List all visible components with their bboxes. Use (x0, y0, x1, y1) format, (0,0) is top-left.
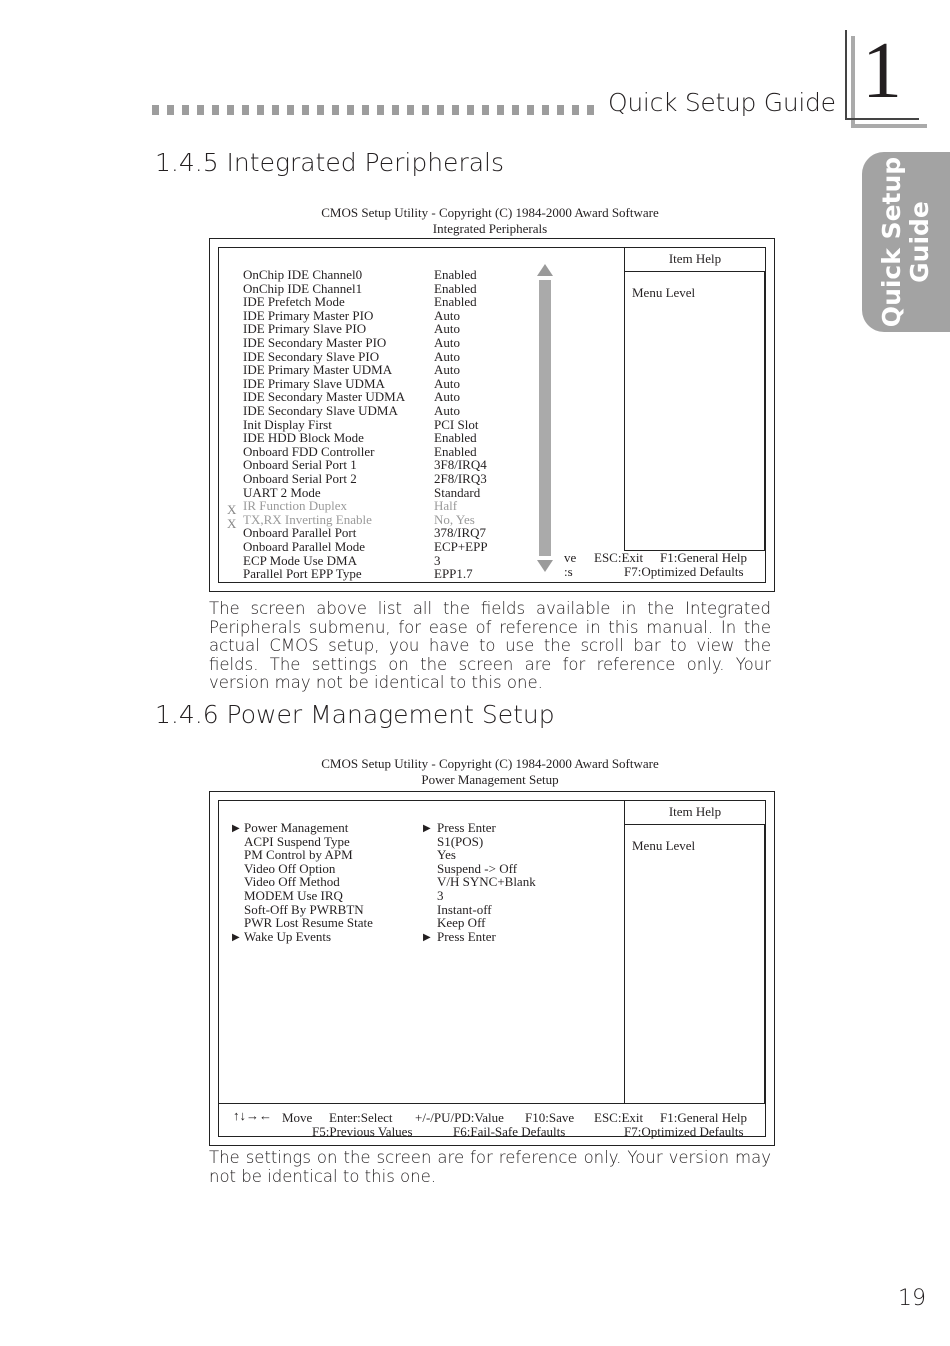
section-title-power-management: 1.4.6 Power Management Setup (155, 700, 555, 729)
power-setting-label[interactable]: PM Control by APM (244, 847, 353, 863)
setting-value[interactable]: Enabled (434, 443, 477, 459)
setting-label[interactable]: TX,RX Inverting Enable (243, 511, 372, 527)
submenu-arrow-icon: ▶ (423, 931, 431, 943)
setting-value[interactable]: 378/IRQ7 (434, 525, 486, 541)
power-setting-value[interactable]: Press Enter (437, 820, 496, 835)
section2-paragraph: The settings on the screen are for reference only. Your version may not be identical to this one. (209, 1148, 771, 1186)
setting-label[interactable]: IDE Primary Slave UDMA (243, 375, 385, 391)
disabled-x-marker: X (227, 502, 237, 518)
submenu-arrow-icon: ▶ (232, 823, 240, 834)
setting-value[interactable]: Half (434, 498, 458, 514)
bios-inner-frame-2 (218, 800, 766, 1137)
footer-arrows-icon: ↑↓→← (233, 1108, 272, 1123)
setting-value[interactable]: Standard (434, 484, 481, 500)
power-setting-value[interactable]: S1(POS) (437, 833, 484, 849)
section1-caption (210, 205, 770, 237)
setting-label[interactable]: IDE HDD Block Mode (243, 430, 364, 446)
power-setting-value[interactable]: Yes (437, 847, 456, 863)
header-dotted-rule (152, 105, 602, 115)
help-column-divider-2 (624, 824, 625, 1104)
setting-value[interactable]: 2F8/IRQ3 (434, 471, 487, 486)
setting-value[interactable]: Enabled (434, 280, 477, 296)
setting-label[interactable]: Onboard FDD Controller (243, 443, 375, 459)
power-setting-label[interactable]: Video Off Method (244, 874, 340, 890)
power-setting-value[interactable]: Press Enter (437, 928, 496, 944)
setting-label[interactable]: Onboard Serial Port 1 (243, 457, 357, 473)
footer-esc-exit: ESC:Exit (594, 550, 644, 565)
setting-label[interactable]: IDE Secondary Slave PIO (243, 348, 380, 364)
setting-label[interactable]: IDE Secondary Master PIO (243, 335, 387, 350)
section1-paragraph: The screen above list all the fields available in the Integrated Peripherals submenu, for ease of reference in this manual. In the actual CMOS setup, you have to use the scroll bar to view the fields. The settings on the screen are for reference only. Your version may not be identical to this one. (209, 599, 771, 692)
power-setting-value[interactable]: 3 (437, 888, 444, 903)
item-help-header: Item Help (624, 247, 766, 272)
footer-esc-exit-2: ESC:Exit (594, 1110, 644, 1125)
bios-screen-power-management (209, 791, 775, 1146)
chapter-number: 1 (862, 27, 902, 115)
side-tab-line2: Guide (905, 201, 934, 283)
setting-label[interactable]: Init Display First (243, 416, 332, 432)
scroll-down-arrow-icon[interactable] (537, 560, 553, 572)
page-number: 19 (898, 1286, 926, 1311)
setting-label[interactable]: IDE Secondary Slave UDMA (243, 403, 398, 418)
side-tab-label (878, 157, 934, 327)
power-setting-value[interactable]: Suspend -> Off (437, 860, 518, 876)
setting-label[interactable]: IR Function Duplex (243, 498, 347, 514)
setting-value[interactable]: Auto (434, 375, 460, 391)
setting-value[interactable]: Auto (434, 335, 460, 350)
footer-move: Move (282, 1110, 313, 1125)
submenu-arrow-icon: ▶ (232, 931, 240, 943)
setting-value[interactable]: Auto (434, 389, 460, 405)
footer-enter-select: Enter:Select (329, 1110, 393, 1125)
setting-label[interactable]: IDE Primary Master PIO (243, 307, 374, 323)
power-setting-label[interactable]: MODEM Use IRQ (244, 888, 343, 903)
setting-label[interactable]: Onboard Parallel Port (243, 525, 357, 541)
footer-value: +/-/PU/PD:Value (415, 1110, 504, 1125)
footer-partial-2: :s (564, 564, 573, 579)
setting-label[interactable]: OnChip IDE Channel1 (243, 280, 363, 296)
setting-value[interactable]: Enabled (434, 294, 477, 310)
footer-divider (219, 1103, 765, 1104)
setting-value[interactable]: Auto (434, 321, 460, 337)
footer-optimized-defaults: F7:Optimized Defaults (624, 564, 744, 579)
disabled-x-marker: X (227, 515, 237, 531)
footer-optimized-defaults-2: F7:Optimized Defaults (624, 1124, 744, 1139)
header-title: Quick Setup Guide (608, 88, 836, 117)
setting-label[interactable]: IDE Prefetch Mode (243, 294, 345, 310)
bios-inner-frame (218, 247, 766, 583)
footer-previous-values: F5:Previous Values (312, 1124, 413, 1139)
section1-caption-line2: Integrated Peripherals (432, 221, 548, 236)
power-setting-value[interactable]: Keep Off (437, 915, 486, 931)
setting-label[interactable]: Onboard Serial Port 2 (243, 471, 357, 486)
section2-caption-line1: CMOS Setup Utility - Copyright (C) 1984-2000 Award Software (321, 756, 659, 771)
section-title-integrated-peripherals: 1.4.5 Integrated Peripherals (155, 148, 505, 177)
help-column-right (764, 271, 765, 551)
menu-level: Menu Level (632, 285, 696, 300)
setting-label[interactable]: IDE Secondary Master UDMA (243, 389, 406, 405)
section2-caption (210, 756, 770, 788)
setting-value[interactable]: 3 (434, 552, 441, 568)
setting-value[interactable]: Enabled (434, 430, 477, 446)
power-setting-label[interactable]: Soft-Off By PWRBTN (244, 901, 364, 917)
scrollbar-track[interactable] (539, 280, 551, 556)
footer-fail-safe-defaults: F6:Fail-Safe Defaults (453, 1124, 566, 1139)
setting-label[interactable]: IDE Primary Slave PIO (243, 321, 367, 337)
power-setting-value[interactable]: Instant-off (437, 901, 492, 917)
submenu-arrow-icon: ▶ (423, 823, 431, 834)
setting-label[interactable]: Parallel Port EPP Type (243, 566, 362, 582)
setting-value[interactable]: Auto (434, 362, 460, 378)
setting-value[interactable]: Auto (434, 348, 460, 364)
setting-label[interactable]: IDE Primary Master UDMA (243, 362, 393, 378)
side-tab-line1: Quick Setup (877, 156, 906, 328)
setting-value[interactable]: ECP+EPP (434, 539, 488, 554)
setting-value[interactable]: Enabled (434, 267, 477, 282)
setting-label[interactable]: UART 2 Mode (243, 484, 321, 500)
setting-value[interactable]: Auto (434, 403, 460, 418)
power-setting-label[interactable]: Power Management (244, 820, 349, 835)
help-column-divider (624, 271, 625, 551)
item-help-header-2: Item Help (624, 800, 766, 825)
section2-caption-line2: Power Management Setup (421, 772, 559, 787)
setting-value[interactable]: Auto (434, 307, 460, 323)
footer-general-help: F1:General Help (660, 550, 748, 565)
setting-value[interactable]: PCI Slot (434, 416, 479, 432)
power-setting-label[interactable]: PWR Lost Resume State (244, 915, 373, 931)
footer-partial-1: ve (564, 550, 577, 565)
menu-level-2: Menu Level (632, 838, 696, 853)
setting-value[interactable]: 3F8/IRQ4 (434, 457, 487, 473)
power-setting-label[interactable]: Video Off Option (244, 860, 336, 876)
bios-screen-integrated-peripherals (209, 238, 775, 592)
setting-value[interactable]: EPP1.7 (434, 566, 473, 582)
setting-label[interactable]: ECP Mode Use DMA (243, 552, 357, 568)
power-setting-label[interactable]: Wake Up Events (244, 928, 332, 944)
power-setting-value[interactable]: V/H SYNC+Blank (437, 874, 536, 890)
footer-general-help-2: F1:General Help (660, 1110, 748, 1125)
setting-value[interactable]: No, Yes (434, 511, 475, 527)
setting-label[interactable]: OnChip IDE Channel0 (243, 267, 363, 282)
scroll-up-arrow-icon[interactable] (537, 264, 553, 276)
power-setting-label[interactable]: ACPI Suspend Type (244, 833, 350, 849)
footer-save: F10:Save (525, 1110, 575, 1125)
section1-caption-line1: CMOS Setup Utility - Copyright (C) 1984-2000 Award Software (321, 205, 659, 220)
setting-label[interactable]: Onboard Parallel Mode (243, 539, 366, 554)
help-column-right-2 (764, 824, 765, 1104)
